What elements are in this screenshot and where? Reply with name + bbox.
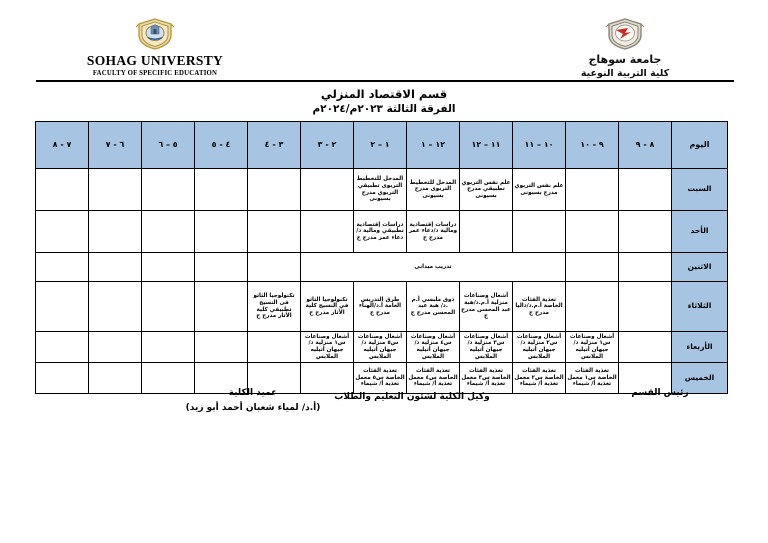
page-header <box>0 0 768 80</box>
slot-cell <box>36 332 89 363</box>
slot-cell: طرق التدريس العامة أ.د/الهناء مدرج ج <box>354 282 407 332</box>
slot-cell <box>195 282 248 332</box>
slot-cell: تغذية الفئات الخاصة س١ معمل تغذية أ/ شيماء <box>566 363 619 394</box>
column-header-slot: ١١ – ١٢ <box>460 122 513 169</box>
sohag-university-crest-icon <box>134 18 176 50</box>
slot-cell: تكنولوجيا الثاثو في النسيج كلية الأثار مدرج ج <box>301 282 354 332</box>
slot-cell <box>195 332 248 363</box>
slot-cell: علم نفس التربوي تطبيقي مدرج بسيونى <box>460 169 513 211</box>
academic-year-title: الفرقة الثالثة ٢٠٢٣م/٢٠٢٤م <box>312 103 456 115</box>
slot-cell: تغذية الفئات الخاصة س٤ معمل تغذية أ/ شيماء <box>407 363 460 394</box>
column-header-slot: ١٢ – ١ <box>407 122 460 169</box>
slot-cell: تغذية الفئات الخاصة أ.م.د/داليا مدرج ج <box>513 282 566 332</box>
day-cell: السبت <box>672 169 728 211</box>
column-header-slot: ٥ – ٦ <box>142 122 195 169</box>
slot-cell <box>566 282 619 332</box>
brand-left-name: SOHAG UNIVERSTY <box>86 53 224 68</box>
day-cell: الخميس <box>672 363 728 394</box>
slot-cell <box>619 211 672 253</box>
slot-cell <box>513 211 566 253</box>
slot-cell: أشغال وصناعات س٣ منزلية د/جيهان أتيليه الملابس <box>460 332 513 363</box>
slot-cell: علم نفس التربوي مدرج بسيونى <box>513 169 566 211</box>
slot-cell: أشغال وصناعات س٥ منزلية د/ جيهان أتيليه الملابس <box>354 332 407 363</box>
column-header-slot: ١٠ – ١١ <box>513 122 566 169</box>
table-row <box>36 253 728 282</box>
column-header-slot: ٧ - ٨ <box>36 122 89 169</box>
slot-cell <box>89 169 142 211</box>
slot-cell <box>566 211 619 253</box>
column-header-day: اليوم <box>672 122 728 169</box>
slot-cell <box>89 332 142 363</box>
column-header-slot: ٢ - ٣ <box>301 122 354 169</box>
slot-cell <box>89 282 142 332</box>
column-header-slot: ٦ - ٧ <box>89 122 142 169</box>
day-cell: الأربعاء <box>672 332 728 363</box>
slot-cell <box>248 169 301 211</box>
brand-left-subtitle: FACULTY OF SPECIFIC EDUCATION <box>92 70 218 77</box>
page-footer <box>0 386 768 426</box>
slot-cell <box>195 211 248 253</box>
slot-cell <box>619 169 672 211</box>
slot-cell <box>142 282 195 332</box>
day-cell: الاثنين <box>672 253 728 282</box>
slot-cell: تغذية الفئات الخاصة س٣ معمل تغذية أ/ شيماء <box>460 363 513 394</box>
table-row <box>36 169 728 211</box>
slot-cell <box>619 253 672 282</box>
slot-cell <box>36 282 89 332</box>
slot-cell <box>566 253 619 282</box>
slot-cell <box>195 169 248 211</box>
column-header-slot: ١ – ٢ <box>354 122 407 169</box>
day-cell: الثلاثاء <box>672 282 728 332</box>
signature-dean <box>168 386 338 416</box>
slot-cell <box>619 282 672 332</box>
column-header-slot: ٨ - ٩ <box>619 122 672 169</box>
slot-cell <box>36 169 89 211</box>
slot-cell: تكنولوجيا الثاثو فى النسيج تطبيقي كلية الأثار مدرج ج <box>248 282 301 332</box>
slot-cell <box>142 211 195 253</box>
timetable-body <box>36 122 728 394</box>
column-header-slot: ٣ - ٤ <box>248 122 301 169</box>
slot-cell <box>36 253 89 282</box>
brand-left <box>40 18 270 79</box>
slot-cell <box>301 169 354 211</box>
slot-cell: ذوق ملبسي أ.م .د/ هبة عبد المحسن مدرج ج <box>407 282 460 332</box>
column-header-slot: ٩ - ١٠ <box>566 122 619 169</box>
brand-right <box>510 18 740 80</box>
header-divider <box>36 80 734 82</box>
slot-cell <box>195 253 248 282</box>
slot-cell: أشغال وصناعات س٢ منزلية د/ جيهان أتيليه الملابس <box>513 332 566 363</box>
timetable <box>35 121 728 394</box>
slot-cell <box>36 211 89 253</box>
slot-cell: أشغال وصناعات س١ منزلية د/ جيهان أتيليه الملابس <box>566 332 619 363</box>
dean-label: عميد الكلية <box>228 388 278 398</box>
slot-cell: المدخل للتخطيط التربوى مدرج بسيونى <box>407 169 460 211</box>
table-row <box>36 211 728 253</box>
slot-cell <box>248 332 301 363</box>
dean-name: (أ.د/ لمياء شعبان أحمد أبو زيد) <box>185 403 321 413</box>
brand-right-name: جامعة سوهاج <box>588 53 662 66</box>
slot-cell <box>248 211 301 253</box>
sohag-university-crest-icon-ar <box>604 18 646 50</box>
slot-cell <box>142 169 195 211</box>
slot-cell <box>460 211 513 253</box>
page-title <box>0 86 768 117</box>
slot-cell <box>248 253 301 282</box>
slot-cell: تغذية الفئات الخاصة س٢ معمل تغذية أ/ شيماء <box>513 363 566 394</box>
slot-cell <box>301 211 354 253</box>
slot-cell: تغذية الفئات الخاصة س٥ معمل تغذية أ/ شيماء <box>354 363 407 394</box>
slot-cell: المدخل للتخطيط التربوى تطبيقي التربوي مدرج بسيونى <box>354 169 407 211</box>
slot-cell: أشغال وصناعات س١ منزلية د/ جيهان أتيليه الملابس <box>301 332 354 363</box>
slot-cell <box>142 253 195 282</box>
table-row <box>36 332 728 363</box>
slot-cell: أشغال وصناعات منزلية أ.م.د/هبة عبد المحسن مدرج ج <box>460 282 513 332</box>
brand-right-subtitle: كلية التربية النوعية <box>580 68 670 79</box>
signature-department-head <box>590 386 730 401</box>
table-row <box>36 282 728 332</box>
merged-slot-cell: تدريب ميدانى <box>301 253 566 282</box>
slot-cell <box>619 332 672 363</box>
department-title: قسم الاقتصاد المنزلي <box>320 87 448 101</box>
column-header-slot: ٤ - ٥ <box>195 122 248 169</box>
slot-cell <box>89 211 142 253</box>
timetable-container <box>40 121 728 394</box>
slot-cell <box>89 253 142 282</box>
slot-cell: أشغال وصناعات س٤ منزلية د/ جيهان أتيليه الملابس <box>407 332 460 363</box>
slot-cell: دراسات إقتصادية ومالية د/دعاء عمر مدرج ج <box>407 211 460 253</box>
slot-cell: دراسات إقتصادية تطبيقي ومالية د/دعاء عمر مدرج ج <box>354 211 407 253</box>
timetable-header-row <box>36 122 728 169</box>
vice-dean-label: وكيل الكلية لشئون التعليم والطلاب <box>334 392 490 402</box>
day-cell: الأحد <box>672 211 728 253</box>
slot-cell <box>566 169 619 211</box>
slot-cell <box>142 332 195 363</box>
department-head-label: رئيس القسم <box>631 388 689 398</box>
